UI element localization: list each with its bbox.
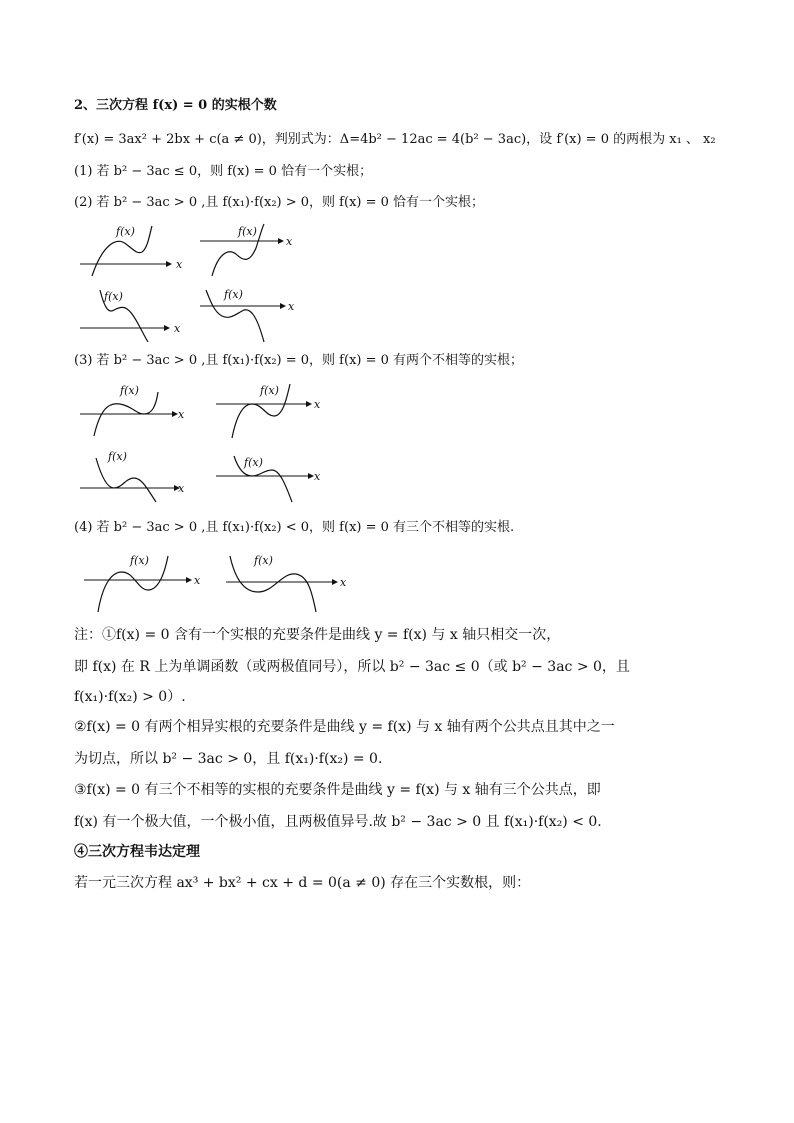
vieta-line: 若一元三次方程 ax³ + bx² + cx + d = 0(a ≠ 0) 存在三个实数根，则： (74, 875, 531, 891)
svg-text:f(x): f(x) (224, 288, 243, 301)
graph-case3-b (214, 380, 334, 440)
svg-text:f(x): f(x) (120, 384, 139, 397)
svg-text:x: x (314, 398, 321, 411)
svg-text:f(x): f(x) (244, 456, 263, 469)
note-3-cont: f(x) 有一个极大值，一个极小值，且两极值异号.故 b² − 3ac > 0 且 f(x₁)·f(x₂) < 0. (74, 814, 602, 830)
svg-text:f(x): f(x) (108, 450, 127, 463)
svg-text:f(x): f(x) (260, 384, 279, 397)
case-3: (3) 若 b² − 3ac > 0 ,且 f(x₁)·f(x₂) = 0，则 f(x) = 0 有两个不相等的实根； (74, 353, 524, 368)
svg-text:f(x): f(x) (130, 554, 149, 567)
graph-case4-b (224, 548, 354, 618)
graph-case2-c (78, 286, 188, 344)
svg-text:x: x (288, 300, 295, 313)
svg-text:x: x (176, 258, 183, 271)
graph-case3-c (78, 446, 198, 502)
note-3: ③f(x) = 0 有三个不相等的实根的充要条件是曲线 y = f(x) 与 x 轴有三个公共点，即 (74, 782, 601, 798)
svg-text:x: x (340, 576, 347, 589)
svg-text:f(x): f(x) (116, 225, 135, 238)
note-2-cont: 为切点，所以 b² − 3ac > 0，且 f(x₁)·f(x₂) = 0. (74, 751, 383, 767)
graph-case2-a (78, 222, 188, 280)
svg-text:x: x (194, 574, 201, 587)
graph-case2-d (198, 286, 308, 344)
graph-case3-a (78, 380, 198, 440)
svg-text:x: x (286, 235, 293, 248)
svg-text:x: x (174, 322, 181, 335)
derivative-line: f′(x) = 3ax² + 2bx + c(a ≠ 0)，判别式为：Δ=4b² − 12ac = 4(b² − 3ac)，设 f′(x) = 0 的两根为 x₁ 、 x₂ (74, 132, 716, 147)
case-2: (2) 若 b² − 3ac > 0 ,且 f(x₁)·f(x₂) > 0，则 f(x) = 0 恰有一个实根； (74, 195, 485, 210)
section-title: 2、三次方程 f(x) = 0 的实根个数 (74, 98, 277, 113)
vieta-title: ④三次方程韦达定理 (74, 844, 200, 860)
svg-text:f(x): f(x) (254, 554, 273, 567)
note-1: 注：①f(x) = 0 含有一个实根的充要条件是曲线 y = f(x) 与 x 轴只相交一次， (74, 627, 561, 643)
case-4: (4) 若 b² − 3ac > 0 ,且 f(x₁)·f(x₂) < 0，则 f(x) = 0 有三个不相等的实根. (74, 520, 515, 535)
graph-case2-b (198, 222, 308, 280)
note-2: ②f(x) = 0 有两个相异实根的充要条件是曲线 y = f(x) 与 x 轴有两个公共点且其中之一 (74, 719, 615, 735)
graph-case3-d (214, 446, 334, 502)
note-1-cont: 即 f(x) 在 R 上为单调函数（或两极值同号），所以 b² − 3ac ≤ 0（或 b² − 3ac > 0，且 (74, 659, 630, 675)
svg-text:x: x (178, 482, 185, 495)
case-1: (1) 若 b² − 3ac ≤ 0，则 f(x) = 0 恰有一个实根； (74, 164, 373, 179)
svg-text:f(x): f(x) (238, 225, 257, 238)
svg-text:f(x): f(x) (104, 290, 123, 303)
graph-case4-a (82, 548, 212, 618)
svg-text:x: x (314, 470, 321, 483)
svg-text:x: x (178, 408, 185, 421)
note-1-end: f(x₁)·f(x₂) > 0）. (74, 689, 186, 705)
